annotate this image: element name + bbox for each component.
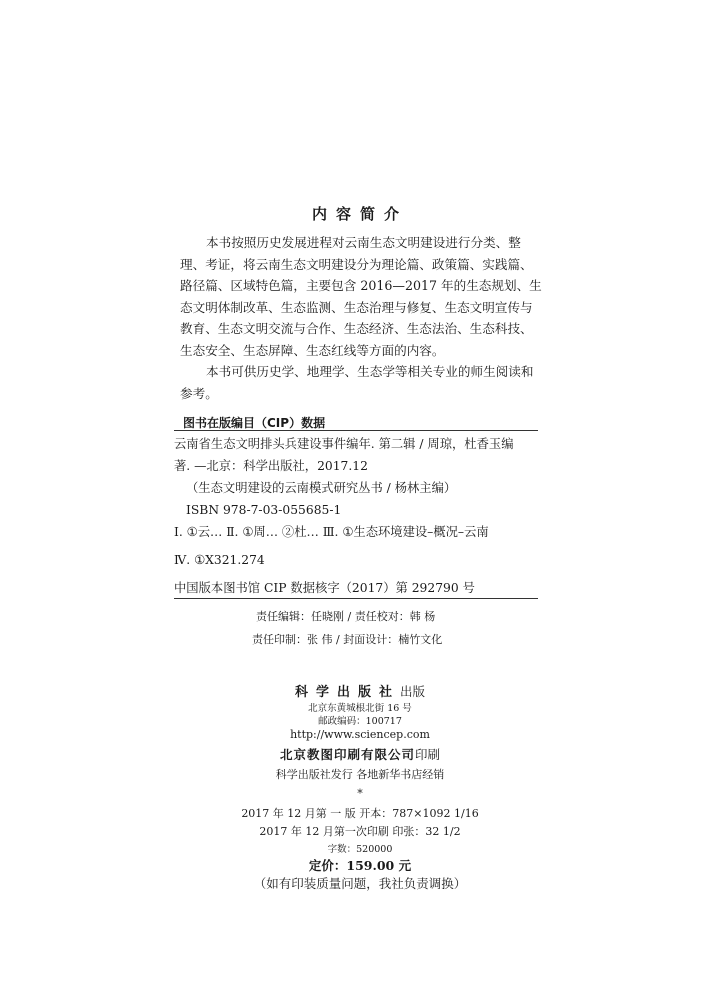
summary-line: 本书按照历史发展进程对云南生态文明建设进行分类、整: [206, 235, 521, 250]
cip-heading: 图书在版编目（CIP）数据: [183, 416, 326, 430]
edition-line: 2017 年 12 月第 一 版 开本：787×1092 1/16: [241, 807, 479, 820]
cip-title-line: 云南省生态文明排头兵建设事件编年. 第二辑 / 周琼，杜香玉编: [174, 437, 514, 451]
publisher-address: 北京东黄城根北街 16 号: [308, 703, 412, 714]
credits-print-line: 责任印制：张 伟 / 封面设计：楠竹文化: [252, 633, 443, 646]
summary-line: 态文明体制改革、生态监测、生态治理与修复、生态文明宣传与: [180, 299, 533, 315]
publisher-url: http://www.sciencep.com: [290, 728, 430, 741]
summary-line: 参考。: [180, 385, 218, 401]
summary-paragraph-2: [180, 361, 540, 404]
summary-line: 生态安全、生态屏障、生态红线等方面的内容。: [180, 342, 445, 358]
summary-paragraph-1: [180, 232, 540, 361]
cip-isbn-line: ISBN 978-7-03-055685-1: [186, 503, 342, 517]
summary-line: 教育、生态文明交流与合作、生态经济、生态法治、生态科技、: [180, 321, 533, 336]
summary-title: 内容简介: [311, 205, 408, 223]
distribution-line: 科学出版社发行 各地新华书店经销: [275, 768, 445, 781]
cip-top-rule: [174, 430, 538, 431]
printer-suffix: 印刷: [415, 747, 441, 762]
cip-class-line: Ⅳ. ①X321.274: [174, 553, 265, 567]
printer-line: [0, 744, 720, 763]
credits-editor-line: 责任编辑：任晓刚 / 责任校对：韩 杨: [256, 610, 436, 623]
cip-bottom-rule: [174, 598, 538, 599]
price: 定价：159.00 元: [308, 858, 412, 873]
summary-line: 路径篇、区域特色篇，主要包含 2016—2017 年的生态规划、生: [180, 278, 542, 293]
separator-star: *: [357, 787, 363, 800]
word-count: 字数：520000: [327, 844, 393, 855]
publisher-postcode: 邮政编码：100717: [318, 716, 402, 727]
publisher-suffix: 出版: [400, 684, 426, 699]
printer-name: 北京教图印刷有限公司: [279, 747, 415, 762]
cip-imprint-line: 著. —北京：科学出版社，2017.12: [174, 459, 368, 473]
publisher-name: 科学出版社: [294, 685, 400, 700]
notice: （如有印装质量问题，我社负责调换）: [253, 876, 467, 891]
printing-line: 2017 年 12 月第一次印刷 印张：32 1/2: [259, 825, 461, 838]
summary-line: 本书可供历史学、地理学、生态学等相关专业的师生阅读和: [206, 364, 534, 379]
summary-line: 理、考证，将云南生态文明建设分为理论篇、政策篇、实践篇、: [180, 256, 533, 272]
cip-series-line: （生态文明建设的云南模式研究丛书 / 杨林主编）: [186, 481, 457, 495]
cip-number-line: 中国版本图书馆 CIP 数据核字（2017）第 292790 号: [174, 581, 475, 595]
publisher-line: [0, 681, 720, 700]
cip-subject-line: Ⅰ. ①云… Ⅱ. ①周… ②杜… Ⅲ. ①生态环境建设–概况–云南: [174, 525, 489, 539]
